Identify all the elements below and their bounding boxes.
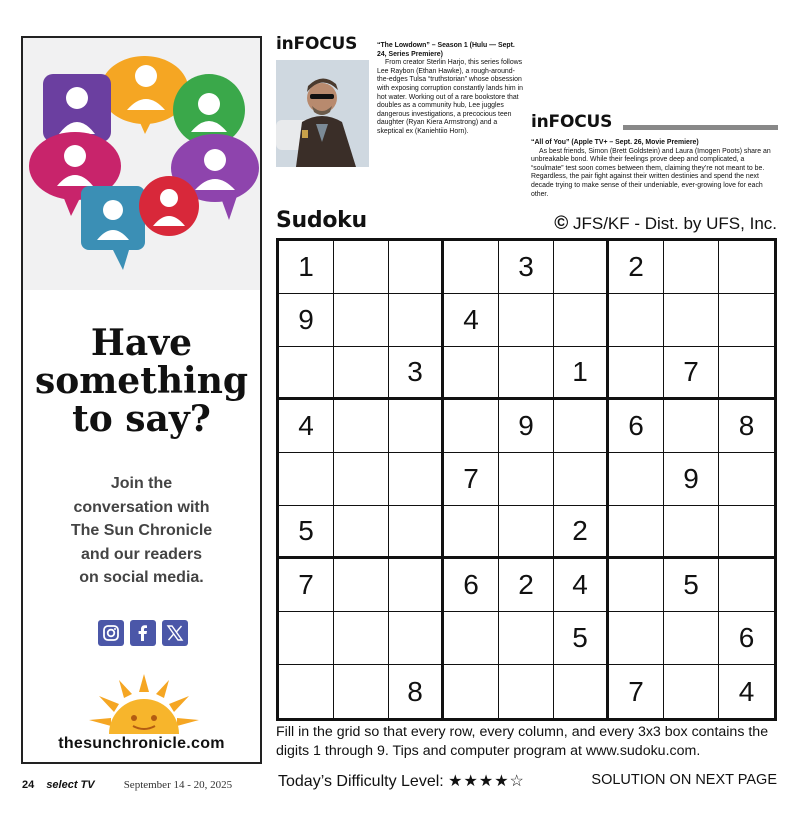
sudoku-cell[interactable] [444, 612, 499, 665]
sudoku-cell[interactable] [719, 294, 774, 347]
sudoku-cell[interactable] [499, 294, 554, 347]
heading-rule [623, 125, 778, 130]
article-the-lowdown [377, 42, 525, 137]
sun-chronicle-ad [21, 36, 262, 764]
sudoku-cell[interactable] [609, 506, 664, 559]
show-still-photo [276, 60, 369, 167]
sudoku-cell[interactable] [554, 400, 609, 453]
sudoku-cell[interactable] [444, 400, 499, 453]
sudoku-cell[interactable] [334, 347, 389, 400]
sudoku-cell[interactable] [334, 559, 389, 612]
sudoku-cell[interactable] [499, 453, 554, 506]
page-footer [22, 779, 232, 791]
sudoku-cell[interactable]: 2 [554, 506, 609, 559]
page-number: 24 [22, 779, 35, 791]
sudoku-cell[interactable] [334, 612, 389, 665]
sudoku-cell[interactable]: 2 [609, 241, 664, 294]
sudoku-cell[interactable]: 1 [279, 241, 334, 294]
speech-bubbles-icon [23, 38, 260, 290]
sudoku-cell[interactable] [719, 347, 774, 400]
sudoku-cell[interactable] [664, 665, 719, 718]
sudoku-cell[interactable]: 7 [664, 347, 719, 400]
difficulty-level [278, 771, 525, 791]
sudoku-cell[interactable] [554, 665, 609, 718]
sudoku-cell[interactable] [554, 241, 609, 294]
sudoku-cell[interactable] [554, 294, 609, 347]
article-body: From creator Sterlin Harjo, this series follows Lee Raybon (Ethan Hawke), a rough-around-the-edges Tulsa “truthstorian” whose obsession with exposing corruption constantly lands him in hot water. Working out of a rare bookstore that doubles as a community hub, Lee juggles dangerous investigations, a precocious teen daughter (Ryan Kiera Armstrong) and a skeptical ex (Kaniehtiio Horn). [377, 59, 523, 135]
sudoku-credit [554, 213, 777, 235]
sudoku-cell[interactable]: 4 [738, 675, 755, 707]
credit-text: JFS/KF - Dist. by UFS, Inc. [568, 214, 777, 233]
sudoku-cell[interactable]: 9 [279, 294, 334, 347]
sudoku-cell[interactable] [499, 612, 554, 665]
sudoku-cell[interactable] [664, 612, 719, 665]
sudoku-cell[interactable] [334, 453, 389, 506]
sudoku-cell[interactable] [444, 347, 499, 400]
sudoku-cell[interactable] [389, 294, 444, 347]
instagram-icon[interactable] [98, 620, 124, 646]
sudoku-cell[interactable] [444, 665, 499, 718]
sudoku-cell[interactable] [719, 453, 774, 506]
sudoku-cell[interactable] [279, 612, 334, 665]
sudoku-cell[interactable] [389, 559, 444, 612]
article-all-of-you [531, 139, 777, 199]
sudoku-cell[interactable] [389, 400, 444, 453]
article-title: “All of You” (Apple TV+ – Sept. 26, Movie Premiere) [531, 139, 699, 146]
sudoku-cell[interactable] [719, 559, 774, 612]
sudoku-cell[interactable]: 4 [279, 400, 334, 453]
difficulty-stars: ★★★★☆ [448, 773, 525, 790]
solution-note: SOLUTION ON NEXT PAGE [591, 772, 777, 788]
sudoku-cell[interactable]: 9 [664, 453, 719, 506]
sudoku-cell[interactable] [499, 347, 554, 400]
sudoku-cell[interactable] [389, 241, 444, 294]
sudoku-cell[interactable] [334, 241, 389, 294]
sudoku-cell[interactable]: 1 [554, 347, 609, 400]
sudoku-cell[interactable]: 6 [609, 400, 664, 453]
speech-bubbles-illustration [23, 38, 260, 290]
sudoku-cell[interactable] [389, 453, 444, 506]
sudoku-cell[interactable]: 8 [719, 400, 774, 453]
sudoku-cell[interactable]: 7 [609, 665, 664, 718]
article-body: As best friends, Simon (Brett Goldstein) and Laura (Imogen Poots) share an unbreakable bond. While their feelings prove deep and complicated, a “soulmate” test soon comes between them, claiming they’re not meant to be. Regardless, the pair fight against their written destinies and spend the next decade trying to make sense of their undeniable, ever-growing love for each other. [531, 147, 771, 198]
sudoku-cell[interactable]: 7 [279, 559, 334, 612]
sudoku-cell[interactable] [664, 294, 719, 347]
sudoku-cell[interactable]: 5 [554, 612, 609, 665]
sudoku-cell[interactable] [279, 665, 334, 718]
sudoku-cell[interactable]: 6 [444, 559, 499, 612]
article-title: “The Lowdown” – Season 1 (Hulu — Sept. 24, Series Premiere) [377, 42, 515, 58]
sudoku-cell[interactable] [719, 506, 774, 559]
sudoku-cell[interactable] [334, 665, 389, 718]
sudoku-cell[interactable]: 3 [499, 241, 554, 294]
sudoku-cell[interactable] [499, 506, 554, 559]
ad-website-link[interactable]: thesunchronicle.com [58, 735, 225, 752]
sudoku-cell[interactable] [664, 241, 719, 294]
sudoku-cell[interactable]: 4 [444, 294, 499, 347]
x-icon[interactable] [162, 620, 188, 646]
sudoku-cell[interactable] [279, 453, 334, 506]
sudoku-cell[interactable] [279, 347, 334, 400]
sudoku-cell[interactable] [609, 559, 664, 612]
sudoku-cell[interactable] [609, 612, 664, 665]
infocus-heading: inFOCUS [531, 112, 613, 132]
infocus-heading: inFOCUS [276, 34, 358, 54]
sudoku-cell[interactable] [334, 506, 389, 559]
man-portrait-icon [276, 60, 369, 167]
sudoku-cell[interactable]: 3 [389, 347, 444, 400]
sudoku-cell[interactable] [444, 241, 499, 294]
sudoku-cell[interactable] [389, 506, 444, 559]
sudoku-cell[interactable]: 4 [554, 559, 609, 612]
sudoku-cell[interactable]: 7 [444, 453, 499, 506]
sudoku-cell[interactable] [334, 294, 389, 347]
sudoku-cell[interactable]: 5 [664, 559, 719, 612]
sudoku-cell[interactable] [554, 453, 609, 506]
sudoku-cell[interactable] [389, 612, 444, 665]
difficulty-label: Today’s Difficulty Level: [278, 773, 444, 790]
sudoku-cell[interactable]: 8 [389, 665, 444, 718]
issue-date: September 14 - 20, 2025 [123, 779, 233, 791]
ad-headline: Have something to say? [34, 322, 249, 440]
sudoku-cell[interactable] [609, 453, 664, 506]
sudoku-instructions: Fill in the grid so that every row, every column, and every 3x3 box contains the digits 1 through 9. Tips and computer program at www.sudoku.com. [276, 724, 769, 759]
publication-name: select TV [46, 779, 95, 791]
sudoku-cell[interactable]: 2 [499, 559, 554, 612]
sudoku-cell[interactable] [719, 241, 774, 294]
sudoku-cell[interactable]: 6 [719, 612, 774, 665]
sudoku-cell[interactable] [444, 506, 499, 559]
ad-body-text: Join the conversation with The Sun Chronicle and our readers on social media. [70, 475, 213, 586]
sudoku-grid[interactable] [276, 238, 777, 721]
sudoku-cell[interactable] [664, 400, 719, 453]
social-icons [98, 620, 188, 646]
sudoku-cell[interactable] [334, 400, 389, 453]
sudoku-cell[interactable] [499, 665, 554, 718]
sudoku-cell[interactable]: 9 [499, 400, 554, 453]
sudoku-title: Sudoku [276, 208, 367, 233]
facebook-icon[interactable] [130, 620, 156, 646]
sudoku-cell[interactable]: 5 [279, 506, 334, 559]
sudoku-cell[interactable] [609, 347, 664, 400]
sudoku-cell[interactable] [664, 506, 719, 559]
sudoku-cell[interactable] [609, 294, 664, 347]
sun-logo-icon [89, 674, 199, 734]
copyright-icon: © [554, 213, 569, 234]
